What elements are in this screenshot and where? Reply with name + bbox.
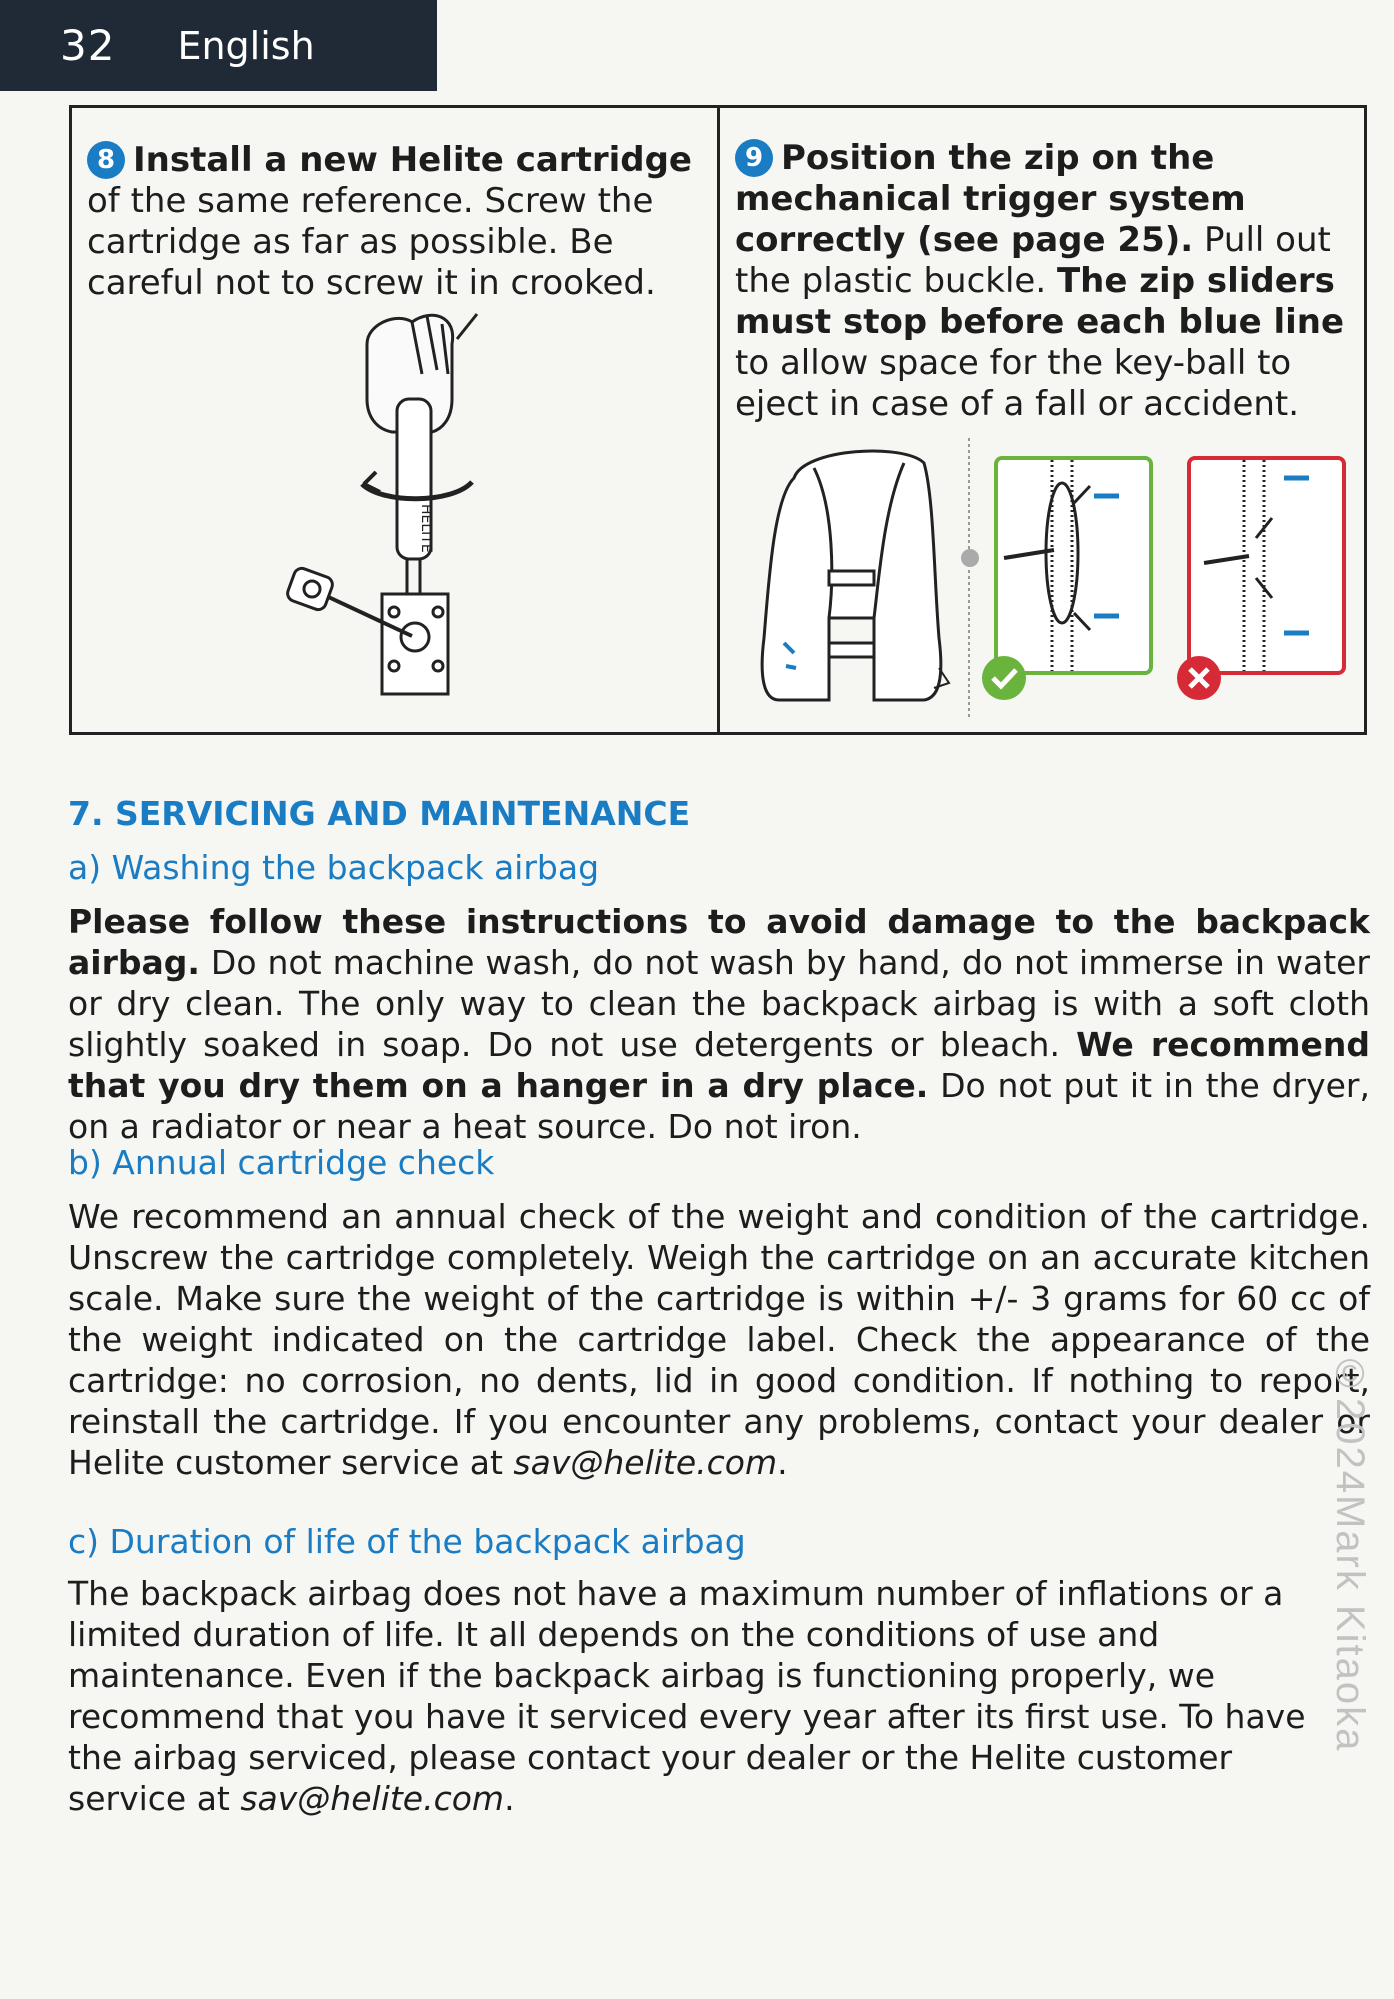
cartridge-brand-text: HELITE [418,504,434,553]
steps-panel [69,105,1367,735]
cartridge-install-illustration [272,304,532,704]
check-icon [982,656,1026,700]
step-8-number: 8 [87,141,125,179]
cartridge-check-end: . [777,1443,788,1482]
step-9-bold-1: Position the zip on the mechanical trigger system correctly (see page 25). [735,138,1246,260]
washing-paragraph [68,901,1370,1147]
arrow-marker-icon [961,549,979,567]
step-8-description: of the same reference. Screw the cartridge as far as possible. Be careful not to screw it in crooked. [87,181,656,303]
watermark: ©2024Mark Kitaoka [1328,1352,1372,1753]
incorrect-zip-panel [1189,458,1344,673]
step-9-box [720,108,1364,732]
washing-heading: a) Washing the backpack airbag [68,848,600,887]
cartridge-check-section [68,1143,1370,1483]
page-header [0,0,437,91]
section-title: 7. SERVICING AND MAINTENANCE [68,794,691,833]
lifetime-text: The backpack airbag does not have a maximum number of inflations or a limited duration of life. It all depends on the conditions of use and maintenance. Even if the backpack airbag is functioning properly, we recommend that you have it serviced every year after its first use. To have the airbag serviced, please contact your dealer or the Helite customer service at [68,1574,1306,1818]
step-9-text [735,138,1354,425]
lifetime-paragraph [68,1573,1354,1819]
lifetime-end: . [504,1779,515,1818]
step-9-text-1: Pull out the plastic buckle. [735,220,1331,301]
lifetime-email[interactable]: sav@helite.com [240,1779,505,1818]
washing-text-2: Do not put it in the dryer, on a radiator or near a heat source. Do not iron. [68,1066,1370,1146]
step-8-text [87,140,703,304]
page-number: 32 [60,21,116,70]
zip-position-illustration [734,438,1354,728]
vest-drawing [762,451,949,700]
cartridge-check-text: We recommend an annual check of the weight and condition of the cartridge. Unscrew the cartridge completely. Weigh the cartridge on an accurate kitchen scale. Make sure the weight of the cartridge is within +/- 3 grams for 60 cc of the weight indicated on the cartridge label. Check the appearance of the cartridge: no corrosion, no dents, lid in good condition. If nothing to report, reinstall the cartridge. If you encounter any problems, contact your dealer or Helite customer service at [68,1197,1370,1482]
step-8-box [72,108,720,732]
step-9-bold-2: The zip sliders must stop before each blue line [735,261,1345,342]
language-label: English [177,23,315,68]
cartridge-check-email[interactable]: sav@helite.com [513,1443,778,1482]
lifetime-heading: c) Duration of life of the backpack airbag [68,1522,746,1561]
washing-text-1: Do not machine wash, do not wash by hand, do not immerse in water or dry clean. The only way to clean the backpack airbag is with a soft cloth slightly soaked in soap. Do not use detergents or bleach. [68,943,1370,1064]
step-9-number: 9 [735,139,773,177]
step-9-text-2: to allow space for the key-ball to eject in case of a fall or accident. [735,343,1300,424]
cartridge-check-paragraph [68,1196,1370,1483]
step-8-title: Install a new Helite cartridge [133,140,692,180]
washing-bold-1: Please follow these instructions to avoid damage to the backpack airbag. [68,902,1370,982]
washing-bold-2: We recommend that you dry them on a hanger in a dry place. [68,1025,1370,1105]
cartridge-check-heading: b) Annual cartridge check [68,1143,495,1182]
lifetime-section [68,1522,1354,1819]
washing-section [68,848,1370,1147]
